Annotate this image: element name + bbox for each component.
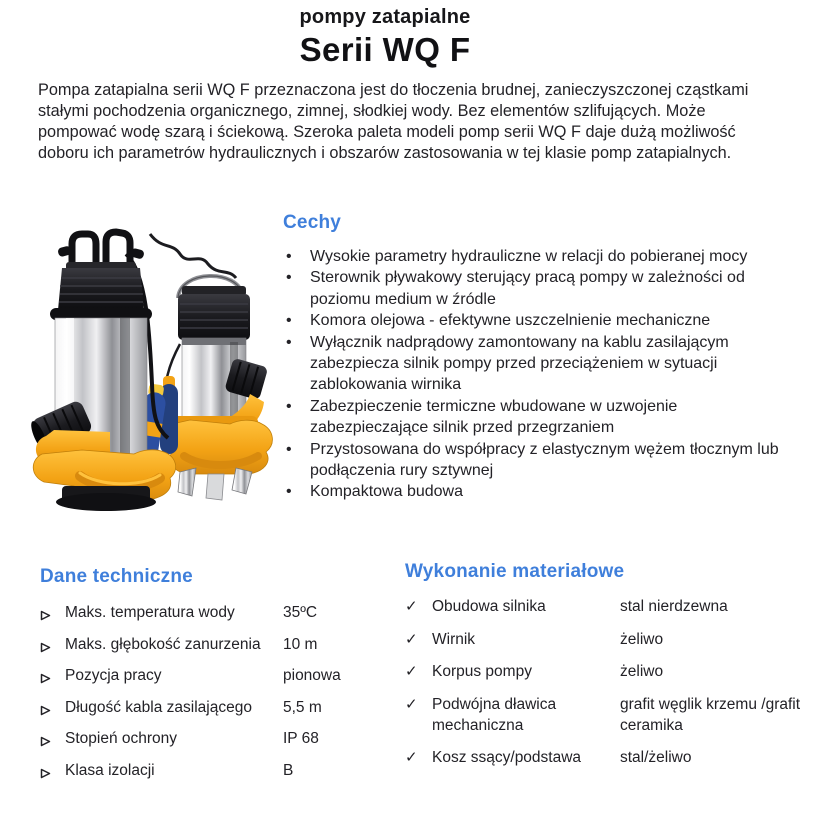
materials-section	[405, 561, 805, 780]
material-label: Podwójna dławica mechaniczna	[432, 695, 557, 734]
materials-rows	[405, 596, 805, 768]
product-category: pompy zatapialne	[299, 6, 471, 28]
checkmark-icon: ✓	[405, 598, 418, 615]
tech-value: pionowa	[283, 667, 341, 684]
tech-value: B	[283, 761, 294, 779]
feature-text: Przystosowana do współpracy z elastycznym wężem tłocznym lub podłączenia rury sztywnej	[310, 440, 779, 480]
bullet-dot-icon: •	[286, 397, 292, 415]
material-value: żeliwo	[620, 630, 664, 648]
material-label: Korpus pompy	[432, 663, 532, 680]
material-row	[405, 694, 805, 736]
material-label: Obudowa silnika	[432, 598, 546, 615]
arrowhead-bullet-icon	[40, 634, 65, 659]
bullet-dot-icon: •	[286, 269, 292, 287]
features-heading: Cechy	[283, 212, 342, 233]
feature-item	[283, 439, 799, 482]
material-row	[405, 747, 805, 768]
bullet-dot-icon: •	[286, 333, 292, 351]
features-section	[283, 212, 799, 503]
material-row	[405, 629, 805, 650]
tech-heading: Dane techniczne	[40, 566, 193, 587]
features-list	[283, 246, 799, 503]
feature-text: Wysokie parametry hydrauliczne w relacji do pobieranej mocy	[310, 248, 748, 265]
materials-heading: Wykonanie materiałowe	[405, 561, 625, 582]
tech-section	[40, 566, 385, 791]
feature-item	[283, 246, 799, 267]
tech-label: Stopień ochrony	[65, 730, 178, 747]
feature-item	[283, 396, 799, 439]
checkmark-icon: ✓	[405, 695, 418, 713]
tech-value: IP 68	[283, 730, 319, 747]
intro-paragraph: Pompa zatapialna serii WQ F przeznaczona jest do tłoczenia brudnej, zanieczyszczonej cząstkami stałymi pochodzenia organicznego, zimnej, słodkiej wody. Bez elementów szlifujących. Może pompować wodę szarą i ściekową. Szeroka paleta modeli pomp serii WQ F daje dużą możliwość doboru ich parametrów hydraulicznych i obszarów zastosowania w tej klasie pomp zatapialnych.	[38, 81, 749, 162]
bullet-dot-icon: •	[286, 483, 292, 501]
pump-large	[28, 232, 176, 511]
tech-label: Maks. głębokość zanurzenia	[65, 635, 261, 653]
arrowhead-bullet-icon	[40, 697, 65, 722]
feature-text: Sterownik pływakowy sterujący pracą pompy w zależności od poziomu medium w źródle	[310, 269, 745, 308]
tech-row	[40, 728, 385, 753]
header	[0, 6, 770, 69]
tech-label: Długość kabla zasilającego	[65, 698, 252, 716]
tech-value: 35ºC	[283, 604, 318, 621]
tech-value: 5,5 m	[283, 698, 322, 716]
arrowhead-bullet-icon	[40, 760, 65, 785]
tech-row	[40, 697, 385, 722]
material-value: żeliwo	[620, 663, 664, 680]
arrowhead-bullet-icon	[40, 665, 65, 690]
material-value: stal/żeliwo	[620, 749, 692, 766]
material-row	[405, 661, 805, 682]
feature-text: Wyłącznik nadprądowy zamontowany na kablu zasilającym zabezpiecza silnik pompy przed przeciążeniem w sytuacji zablokowania wirnika	[310, 333, 729, 394]
feature-item	[283, 332, 799, 396]
checkmark-icon: ✓	[405, 749, 418, 766]
tech-label: Maks. temperatura wody	[65, 604, 235, 621]
submersible-pumps-illustration	[22, 224, 277, 514]
material-value: grafit węglik krzemu /grafit ceramika	[620, 695, 801, 734]
tech-row	[40, 634, 385, 659]
material-value: stal nierdzewna	[620, 598, 728, 615]
feature-text: Kompaktowa budowa	[310, 483, 463, 501]
tech-value: 10 m	[283, 635, 318, 653]
bullet-dot-icon: •	[286, 248, 292, 265]
page-title: Serii WQ F	[299, 31, 471, 68]
pumps-photo	[22, 224, 277, 514]
feature-item	[283, 267, 799, 310]
material-label: Wirnik	[432, 630, 476, 648]
tech-row	[40, 602, 385, 627]
checkmark-icon: ✓	[405, 630, 418, 648]
tech-rows	[40, 602, 385, 785]
material-row	[405, 596, 805, 617]
tech-label: Pozycja pracy	[65, 667, 162, 684]
feature-item	[283, 310, 799, 331]
feature-text: Komora olejowa - efektywne uszczelnienie mechaniczne	[310, 312, 711, 330]
bullet-dot-icon: •	[286, 440, 292, 458]
arrowhead-bullet-icon	[40, 602, 65, 627]
tech-row	[40, 665, 385, 690]
tech-label: Klasa izolacji	[65, 761, 155, 779]
checkmark-icon: ✓	[405, 663, 418, 680]
arrowhead-bullet-icon	[40, 728, 65, 753]
material-label: Kosz ssący/podstawa	[432, 749, 582, 766]
tech-row	[40, 760, 385, 785]
bullet-dot-icon: •	[286, 312, 292, 330]
feature-item	[283, 481, 799, 502]
feature-text: Zabezpieczenie termiczne wbudowane w uzwojenie zabezpieczające silnik przed przegrzaniem	[310, 397, 678, 437]
